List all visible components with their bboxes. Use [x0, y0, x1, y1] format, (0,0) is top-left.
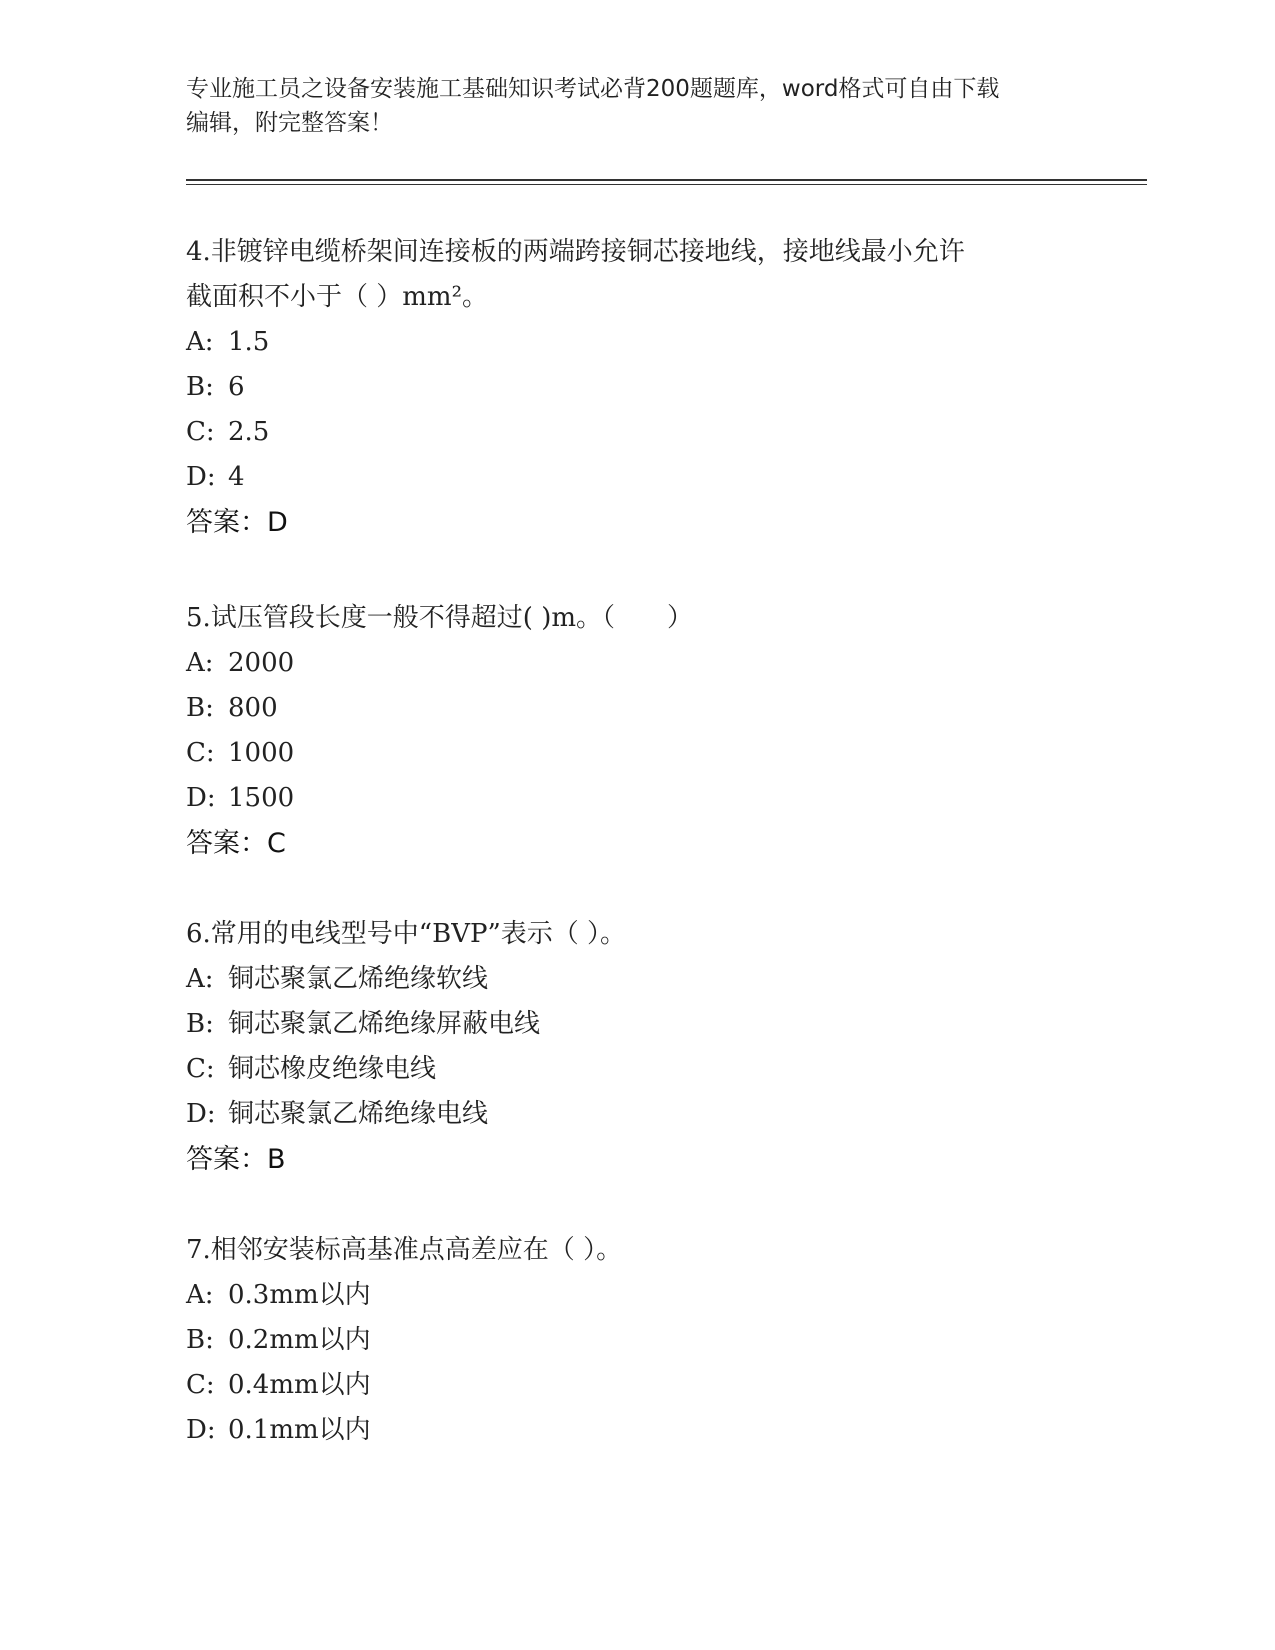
document-header	[186, 72, 1086, 140]
question-6	[186, 912, 1086, 1182]
header-divider-thin	[186, 184, 1147, 185]
option-text: 铜芯橡皮绝缘电线	[228, 1054, 437, 1084]
question-5	[186, 596, 1086, 866]
option-letter: A:	[186, 964, 214, 994]
option-letter: A:	[186, 327, 214, 357]
header-line-1: 专业施工员之设备安装施工基础知识考试必背200题题库，word格式可自由下载	[186, 76, 1000, 102]
option-text: 0.4mm以内	[228, 1370, 371, 1400]
option-d	[186, 1092, 1086, 1137]
question-stem-line-1: 4.非镀锌电缆桥架间连接板的两端跨接铜芯接地线，接地线最小允许	[186, 237, 965, 267]
question-4	[186, 230, 1086, 545]
answer-line: 答案：C	[186, 828, 286, 859]
option-b	[186, 365, 1086, 410]
question-stem-line-1: 6.常用的电线型号中“BVP”表示（ ）。	[186, 919, 627, 949]
option-a	[186, 957, 1086, 1002]
question-7	[186, 1228, 1086, 1453]
question-stem-line-1: 5.试压管段长度一般不得超过( )m。（ ）	[186, 603, 694, 633]
option-text: 0.1mm以内	[228, 1415, 371, 1445]
option-c	[186, 1363, 1086, 1408]
option-letter: B:	[186, 1009, 214, 1039]
option-d	[186, 1408, 1086, 1453]
option-b	[186, 1318, 1086, 1363]
option-letter: B:	[186, 372, 214, 402]
option-text: 6	[228, 372, 245, 402]
option-c	[186, 410, 1086, 455]
option-c	[186, 731, 1086, 776]
option-letter: D:	[186, 462, 216, 492]
option-text: 4	[228, 462, 245, 492]
option-b	[186, 686, 1086, 731]
option-letter: A:	[186, 648, 214, 678]
option-letter: B:	[186, 693, 214, 723]
option-text: 0.2mm以内	[228, 1325, 371, 1355]
option-text: 0.3mm以内	[228, 1280, 371, 1310]
option-text: 1.5	[228, 327, 270, 357]
option-letter: C:	[186, 738, 215, 768]
option-text: 铜芯聚氯乙烯绝缘电线	[228, 1099, 489, 1129]
option-a	[186, 320, 1086, 365]
question-stem-line-1: 7.相邻安装标高基准点高差应在（ ）。	[186, 1235, 623, 1265]
option-letter: C:	[186, 1370, 215, 1400]
option-letter: D:	[186, 1415, 216, 1445]
option-d	[186, 776, 1086, 821]
option-d	[186, 455, 1086, 500]
option-c	[186, 1047, 1086, 1092]
option-a	[186, 641, 1086, 686]
option-text: 1500	[228, 783, 295, 813]
header-line-2: 编辑，附完整答案！	[186, 110, 393, 136]
answer-line: 答案：B	[186, 1144, 286, 1175]
option-letter: C:	[186, 1054, 215, 1084]
option-letter: B:	[186, 1325, 214, 1355]
option-text: 铜芯聚氯乙烯绝缘软线	[228, 964, 489, 994]
option-letter: D:	[186, 783, 216, 813]
question-stem-line-2: 截面积不小于（ ）mm²。	[186, 282, 488, 312]
header-divider-thick	[186, 179, 1147, 181]
option-letter: C:	[186, 417, 215, 447]
option-text: 2000	[228, 648, 295, 678]
option-letter: D:	[186, 1099, 216, 1129]
option-text: 2.5	[228, 417, 270, 447]
option-text: 铜芯聚氯乙烯绝缘屏蔽电线	[228, 1009, 541, 1039]
option-b	[186, 1002, 1086, 1047]
answer-line: 答案：D	[186, 507, 288, 538]
option-a	[186, 1273, 1086, 1318]
option-text: 1000	[228, 738, 295, 768]
option-text: 800	[228, 693, 278, 723]
option-letter: A:	[186, 1280, 214, 1310]
